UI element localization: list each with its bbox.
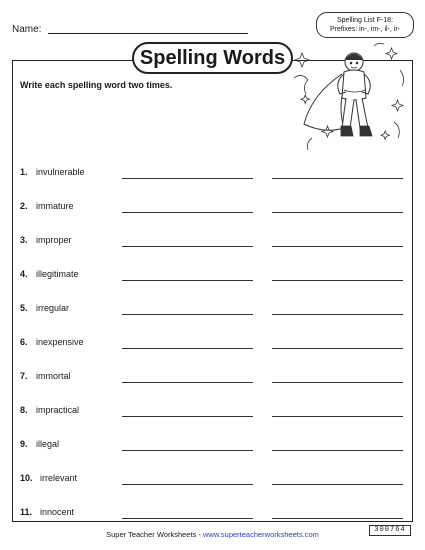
footer-url[interactable]: www.superteacherworksheets.com: [202, 530, 319, 539]
spelling-word: irregular: [36, 303, 70, 313]
word-row: [20, 303, 405, 317]
spelling-word: impractical: [36, 405, 80, 415]
sparkle-icon: [295, 53, 309, 67]
writing-line-2[interactable]: [272, 484, 403, 485]
sparkle-icon: [322, 126, 333, 137]
writing-line-1[interactable]: [122, 246, 253, 247]
word-number: 5.: [20, 303, 28, 313]
writing-line-2[interactable]: [272, 382, 403, 383]
spelling-word: invulnerable: [36, 167, 85, 177]
word-number: 2.: [20, 201, 28, 211]
sparkle-icon: [381, 131, 389, 139]
writing-line-2[interactable]: [272, 212, 403, 213]
word-number: 11.: [20, 507, 33, 517]
writing-line-2[interactable]: [272, 518, 403, 519]
writing-line-1[interactable]: [122, 348, 253, 349]
spelling-word: irrelevant: [40, 473, 78, 483]
writing-line-2[interactable]: [272, 314, 403, 315]
spelling-word: improper: [36, 235, 72, 245]
instructions: Write each spelling word two times.: [20, 80, 173, 90]
writing-line-1[interactable]: [122, 518, 253, 519]
writing-line-1[interactable]: [122, 484, 253, 485]
document-id: 300764: [369, 525, 411, 536]
writing-line-1[interactable]: [122, 416, 253, 417]
word-row: [20, 439, 405, 453]
word-row: [20, 507, 405, 521]
spelling-word: illegal: [36, 439, 60, 449]
writing-line-1[interactable]: [122, 314, 253, 315]
word-number: 7.: [20, 371, 28, 381]
page-title: Spelling Words: [132, 42, 293, 74]
list-subtitle: Prefixes: in-, im-, il-, ir-: [330, 26, 400, 33]
word-number: 4.: [20, 269, 28, 279]
word-row: [20, 235, 405, 249]
writing-line-1[interactable]: [122, 450, 253, 451]
writing-line-2[interactable]: [272, 450, 403, 451]
writing-line-2[interactable]: [272, 246, 403, 247]
writing-line-1[interactable]: [122, 178, 253, 179]
writing-line-2[interactable]: [272, 280, 403, 281]
writing-line-2[interactable]: [272, 178, 403, 179]
spelling-word: immature: [36, 201, 74, 211]
word-row: [20, 167, 405, 181]
word-number: 8.: [20, 405, 28, 415]
spelling-list-badge: [316, 12, 414, 38]
writing-line-2[interactable]: [272, 348, 403, 349]
word-number: 9.: [20, 439, 28, 449]
word-row: [20, 405, 405, 419]
footer: [0, 530, 425, 539]
sparkle-icon: [392, 100, 403, 111]
word-row: [20, 371, 405, 385]
word-number: 10.: [20, 473, 33, 483]
superhero-illustration: [290, 38, 408, 156]
sparkle-icon: [386, 48, 397, 59]
word-number: 1.: [20, 167, 28, 177]
writing-line-1[interactable]: [122, 280, 253, 281]
footer-separator: -: [196, 530, 203, 539]
writing-line-1[interactable]: [122, 212, 253, 213]
sparkle-icon: [301, 95, 309, 103]
spelling-word: immortal: [36, 371, 71, 381]
name-line[interactable]: [48, 33, 248, 34]
list-title: Spelling List F-18:: [336, 17, 394, 24]
spelling-word: innocent: [40, 507, 75, 517]
word-row: [20, 337, 405, 351]
spelling-word: inexpensive: [36, 337, 84, 347]
word-row: [20, 473, 405, 487]
footer-brand: Super Teacher Worksheets: [106, 530, 197, 539]
word-number: 6.: [20, 337, 28, 347]
word-row: [20, 201, 405, 215]
spelling-word: illegitimate: [36, 269, 79, 279]
word-row: [20, 269, 405, 283]
writing-line-2[interactable]: [272, 416, 403, 417]
name-label: Name:: [12, 24, 42, 35]
writing-line-1[interactable]: [122, 382, 253, 383]
word-number: 3.: [20, 235, 28, 245]
